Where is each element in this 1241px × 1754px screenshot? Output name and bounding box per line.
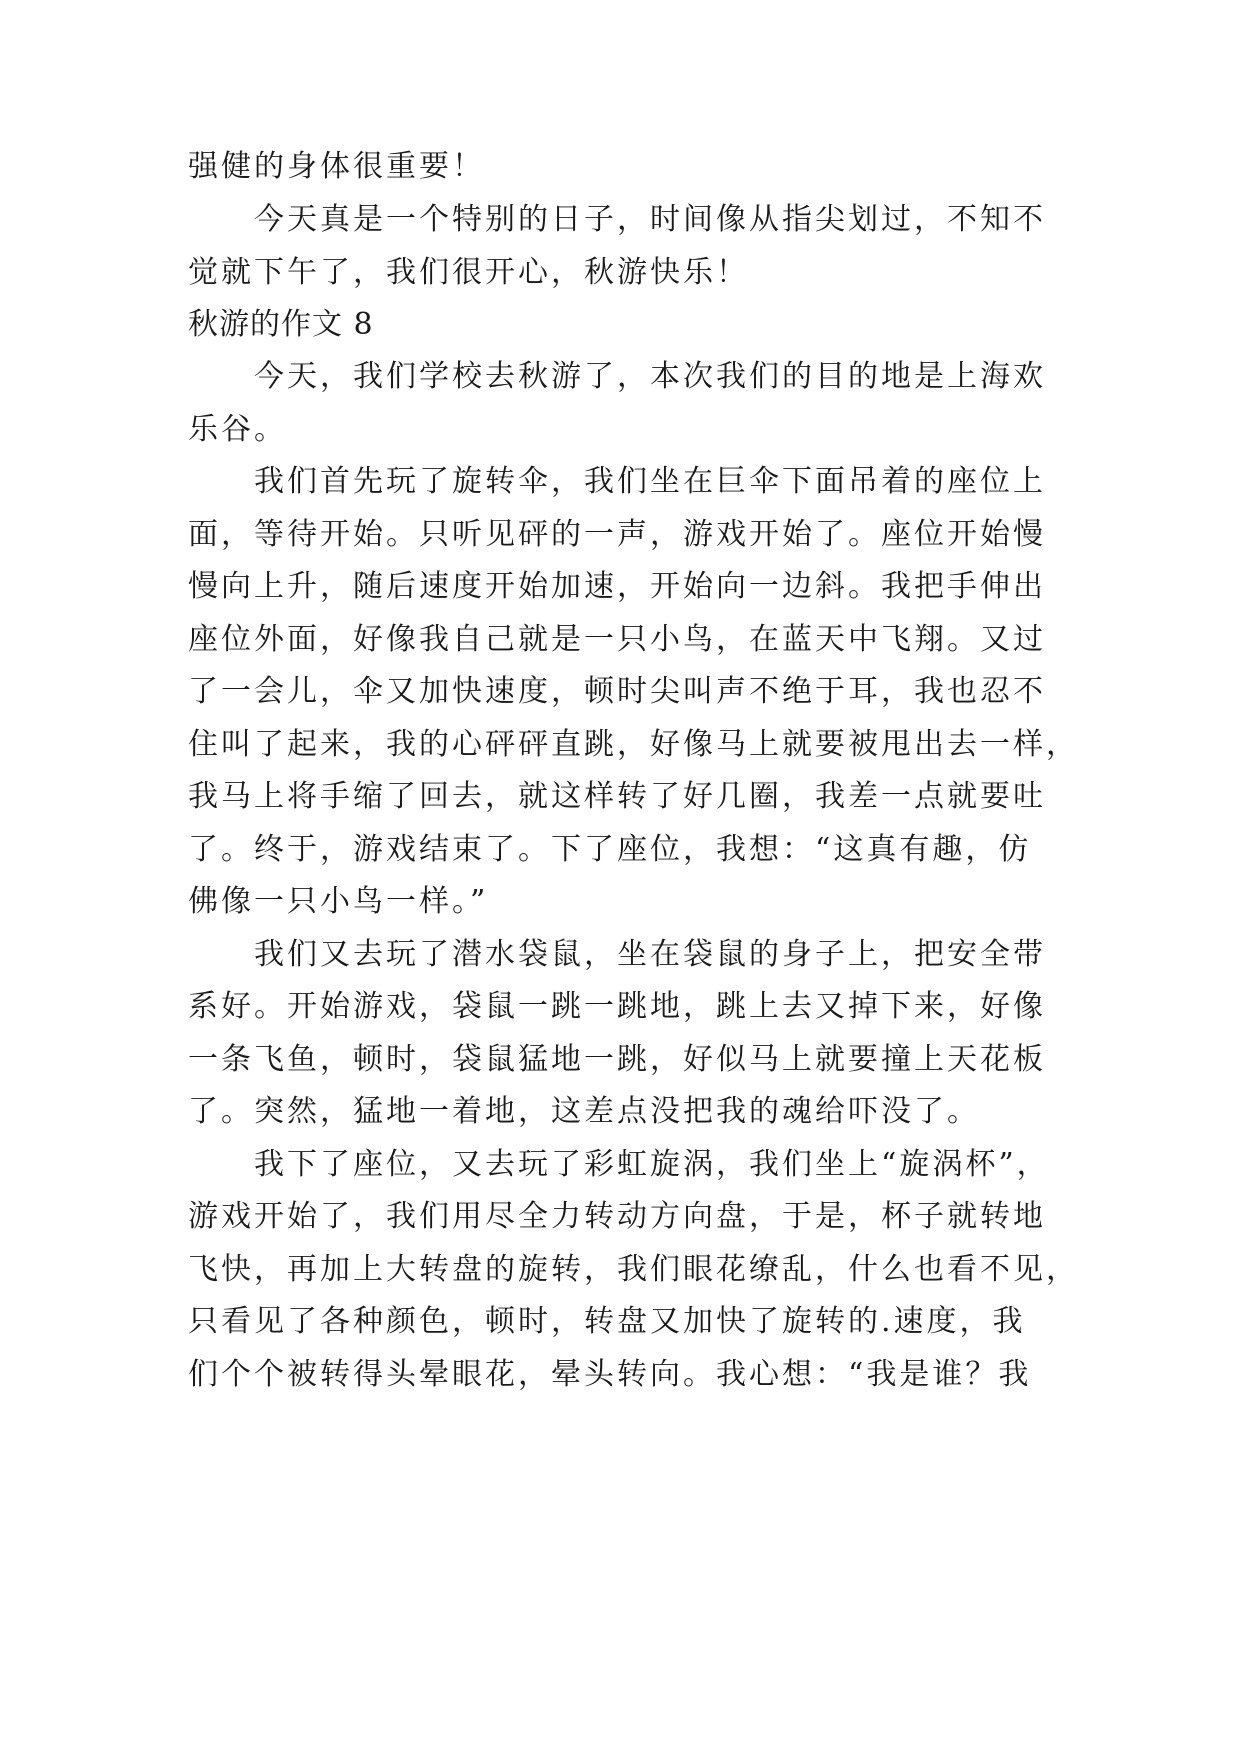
text-line: 住叫了起来，我的心砰砰直跳，好像马上就要被甩出去一样， [188,727,1079,762]
text-line: 飞快，再加上大转盘的旋转，我们眼花缭乱，什么也看不见， [188,1252,1079,1287]
text-line: 只看见了各种颜色，顿时，转盘又加快了旋转的.速度，我 [188,1304,1026,1339]
text-line: 我们首先玩了旋转伞，我们坐在巨伞下面吊着的座位上 [188,464,1046,499]
text-line: 了。终于，游戏结束了。下了座位，我想：“这真有趣，仿 [188,832,1032,867]
text-line: 今天真是一个特别的日子，时间像从指尖划过，不知不 [188,202,1046,237]
text-line: 面，等待开始。只听见砰的一声，游戏开始了。座位开始慢 [188,517,1046,552]
text-line: 游戏开始了，我们用尽全力转动方向盘，于是，杯子就转地 [188,1199,1046,1234]
section-heading: 秋游的作文 8 [188,307,374,342]
text-line: 乐谷。 [188,412,287,447]
text-line: 今天，我们学校去秋游了，本次我们的目的地是上海欢 [188,359,1046,394]
text-line: 慢向上升，随后速度开始加速，开始向一边斜。我把手伸出 [188,569,1046,604]
text-line: 佛像一只小鸟一样。” [188,884,489,919]
text-line: 我下了座位，又去玩了彩虹旋涡，我们坐上“旋涡杯”， [188,1147,1050,1182]
text-line: 系好。开始游戏，袋鼠一跳一跳地，跳上去又掉下来，好像 [188,989,1046,1024]
text-line: 我马上将手缩了回去，就这样转了好几圈，我差一点就要吐 [188,779,1046,814]
text-line: 一条飞鱼，顿时，袋鼠猛地一跳，好似马上就要撞上天花板 [188,1042,1046,1077]
text-line: 们个个被转得头晕眼花，晕头转向。我心想：“我是谁？我 [188,1357,1032,1392]
text-line: 我们又去玩了潜水袋鼠，坐在袋鼠的身子上，把安全带 [188,937,1046,972]
text-line: 了一会儿，伞又加快速度，顿时尖叫声不绝于耳，我也忍不 [188,674,1046,709]
text-line: 强健的身体很重要！ [188,149,485,184]
text-line: 觉就下午了，我们很开心，秋游快乐！ [188,255,749,290]
text-line: 了。突然，猛地一着地，这差点没把我的魂给吓没了。 [188,1094,980,1129]
text-line: 座位外面，好像我自己就是一只小鸟，在蓝天中飞翔。又过 [188,622,1046,657]
